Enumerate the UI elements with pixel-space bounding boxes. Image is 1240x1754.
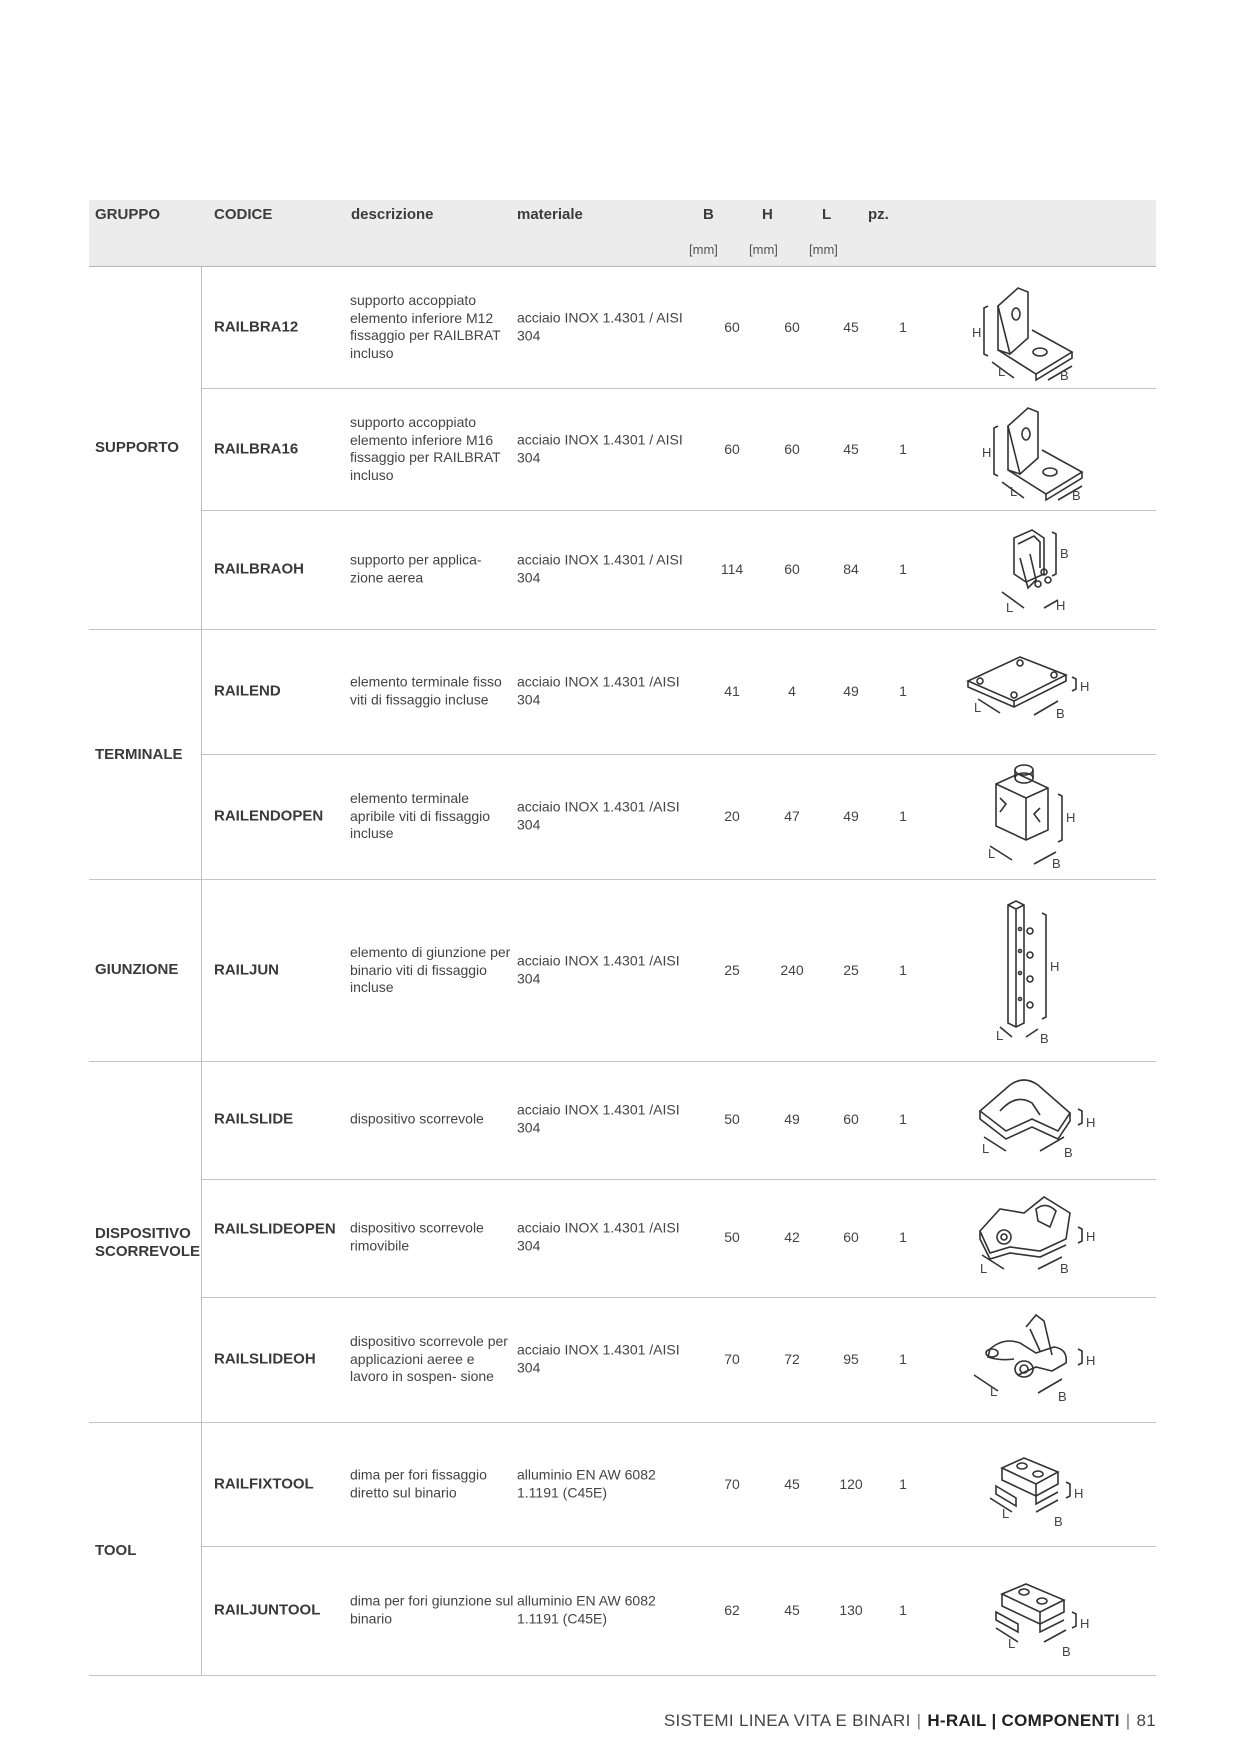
row-code: RAILSLIDEOH <box>214 1350 316 1368</box>
row-pz: 1 <box>899 962 907 978</box>
header-materiale: materiale <box>517 206 583 223</box>
row-h: 60 <box>784 561 800 577</box>
row-l: 130 <box>839 1602 863 1618</box>
unit-b: [mm] <box>689 242 718 257</box>
row-material: acciaio INOX 1.4301 /AISI 304 <box>517 1219 680 1253</box>
table-header <box>89 200 1156 267</box>
row-material: alluminio EN AW 6082 1.1191 (C45E) <box>517 1466 656 1500</box>
dim-b-label: B <box>1064 1145 1073 1160</box>
footer-series: SISTEMI LINEA VITA E BINARI <box>663 1711 911 1730</box>
dim-b-label: B <box>1060 546 1069 561</box>
junction-drawing <box>940 899 1120 1057</box>
row-material: acciaio INOX 1.4301 / AISI 304 <box>517 309 683 343</box>
row-description: dispositivo scorrevole rimovibile <box>350 1219 484 1253</box>
dim-h-label: H <box>1086 1115 1096 1130</box>
header-h: H <box>762 206 773 223</box>
row-pz: 1 <box>899 808 907 824</box>
table-row <box>202 1297 1156 1423</box>
unit-l: [mm] <box>809 242 838 257</box>
row-h: 45 <box>784 1602 800 1618</box>
unit-h: [mm] <box>749 242 778 257</box>
table-row <box>202 510 1156 630</box>
dim-h-label: H <box>982 445 992 460</box>
table-row <box>202 266 1156 389</box>
dim-b-label: B <box>1052 856 1061 871</box>
bracket-drawing <box>940 398 1120 503</box>
dim-l-label: L <box>1008 1636 1016 1651</box>
slide-drawing <box>940 1071 1120 1171</box>
row-b: 114 <box>720 561 744 577</box>
table-row <box>202 879 1156 1062</box>
dim-b-label: B <box>1060 1261 1069 1276</box>
row-h: 4 <box>788 683 796 699</box>
dim-h-label: H <box>1086 1229 1096 1244</box>
row-l: 84 <box>843 561 859 577</box>
dim-l-label: L <box>974 700 982 715</box>
dim-h-label: H <box>1074 1486 1084 1501</box>
row-code: RAILFIXTOOL <box>214 1475 314 1493</box>
table-row <box>202 1546 1156 1676</box>
row-h: 45 <box>784 1476 800 1492</box>
dim-l-label: L <box>998 364 1006 379</box>
row-b: 60 <box>724 319 740 335</box>
row-h: 72 <box>784 1351 800 1367</box>
dim-h-label: H <box>1086 1353 1096 1368</box>
row-code: RAILSLIDE <box>214 1110 294 1128</box>
row-l: 25 <box>843 962 859 978</box>
footer-separator: | <box>916 1711 922 1730</box>
row-code: RAILEND <box>214 682 281 700</box>
dim-h-label: H <box>1056 598 1066 613</box>
dim-h-label: H <box>1080 1616 1090 1631</box>
table-row <box>202 754 1156 880</box>
dim-b-label: B <box>1040 1031 1049 1046</box>
dim-l-label: L <box>988 846 996 861</box>
dim-l-label: L <box>982 1141 990 1156</box>
row-l: 95 <box>843 1351 859 1367</box>
dim-l-label: L <box>990 1384 998 1399</box>
row-material: alluminio EN AW 6082 1.1191 (C45E) <box>517 1592 656 1626</box>
row-l: 49 <box>843 808 859 824</box>
row-material: acciaio INOX 1.4301 /AISI 304 <box>517 952 680 986</box>
dim-b-label: B <box>1072 488 1081 503</box>
table-row <box>202 1422 1156 1547</box>
row-pz: 1 <box>899 683 907 699</box>
table-row <box>202 1179 1156 1298</box>
group-terminale: TERMINALE <box>95 746 183 763</box>
group-giunzione: GIUNZIONE <box>95 961 179 978</box>
row-pz: 1 <box>899 319 907 335</box>
row-b: 41 <box>724 683 740 699</box>
dim-l-label: L <box>1006 600 1014 615</box>
overhead-bracket-drawing <box>940 518 1120 623</box>
row-b: 50 <box>724 1229 740 1245</box>
row-h: 240 <box>780 962 804 978</box>
row-description: dispositivo scorrevole <box>350 1110 484 1127</box>
row-description: supporto accoppiato elemento inferiore M16 fissaggio per RAILBRAT incluso <box>350 414 501 483</box>
row-code: RAILJUNTOOL <box>214 1601 321 1619</box>
header-pz: pz. <box>868 206 889 223</box>
row-pz: 1 <box>899 1111 907 1127</box>
group-supporto: SUPPORTO <box>95 439 179 456</box>
page-footer <box>664 1711 1156 1731</box>
overhead-slide-drawing <box>940 1309 1120 1414</box>
row-material: acciaio INOX 1.4301 / AISI 304 <box>517 551 683 585</box>
row-description: elemento terminale apribile viti di fissaggio incluse <box>350 789 491 841</box>
row-l: 49 <box>843 683 859 699</box>
dim-h-label: H <box>1050 959 1060 974</box>
header-l: L <box>822 206 832 223</box>
row-code: RAILBRA16 <box>214 440 299 458</box>
table-row <box>202 629 1156 755</box>
header-descrizione: descrizione <box>351 206 434 223</box>
row-l: 60 <box>843 1229 859 1245</box>
row-description: dima per fori fissaggio diretto sul binario <box>350 1466 487 1500</box>
dim-h-label: H <box>1080 679 1090 694</box>
row-material: acciaio INOX 1.4301 /AISI 304 <box>517 1101 680 1135</box>
row-material: acciaio INOX 1.4301 / AISI 304 <box>517 431 683 465</box>
end-plate-drawing <box>940 641 1120 746</box>
row-l: 45 <box>843 441 859 457</box>
row-pz: 1 <box>899 1602 907 1618</box>
row-h: 42 <box>784 1229 800 1245</box>
removable-slide-drawing <box>940 1187 1120 1287</box>
dim-b-label: B <box>1054 1514 1063 1529</box>
dim-l-label: L <box>980 1261 988 1276</box>
dim-l-label: L <box>1010 484 1018 499</box>
row-description: elemento terminale fisso viti di fissaggio incluse <box>350 673 502 707</box>
row-code: RAILSLIDEOPEN <box>214 1220 336 1238</box>
row-b: 20 <box>724 808 740 824</box>
row-l: 60 <box>843 1111 859 1127</box>
row-pz: 1 <box>899 1351 907 1367</box>
dim-b-label: B <box>1060 368 1069 381</box>
dim-b-label: B <box>1062 1644 1071 1659</box>
row-h: 60 <box>784 441 800 457</box>
dim-b-label: B <box>1058 1389 1067 1404</box>
row-pz: 1 <box>899 561 907 577</box>
dim-h-label: H <box>1066 810 1076 825</box>
header-gruppo: GRUPPO <box>95 206 161 223</box>
row-b: 50 <box>724 1111 740 1127</box>
row-b: 70 <box>724 1476 740 1492</box>
footer-product: H-RAIL | COMPONENTI <box>927 1711 1120 1730</box>
row-pz: 1 <box>899 1229 907 1245</box>
dim-l-label: L <box>1002 1506 1010 1521</box>
row-l: 120 <box>839 1476 863 1492</box>
openable-end-drawing <box>940 764 1120 874</box>
row-l: 45 <box>843 319 859 335</box>
row-material: acciaio INOX 1.4301 /AISI 304 <box>517 673 680 707</box>
page-number: 81 <box>1136 1711 1156 1730</box>
row-pz: 1 <box>899 1476 907 1492</box>
row-description: dima per fori giunzione sul binario <box>350 1592 514 1626</box>
row-b: 62 <box>724 1602 740 1618</box>
junction-tool-drawing <box>940 1574 1120 1669</box>
row-h: 47 <box>784 808 800 824</box>
footer-separator: | <box>1125 1711 1131 1730</box>
row-b: 60 <box>724 441 740 457</box>
dim-b-label: B <box>1056 706 1065 721</box>
row-description: elemento di giunzione per binario viti di fissaggio incluse <box>350 943 511 995</box>
row-h: 60 <box>784 319 800 335</box>
row-description: supporto accoppiato elemento inferiore M12 fissaggio per RAILBRAT incluso <box>350 292 501 361</box>
row-b: 25 <box>724 962 740 978</box>
row-description: supporto per applica- zione aerea <box>350 551 482 585</box>
group-tool: TOOL <box>95 1542 137 1559</box>
row-pz: 1 <box>899 441 907 457</box>
dim-l-label: L <box>996 1028 1004 1043</box>
header-b: B <box>703 206 714 223</box>
row-h: 49 <box>784 1111 800 1127</box>
table-row <box>202 1061 1156 1180</box>
dim-h-label: H <box>972 325 982 340</box>
row-code: RAILBRAOH <box>214 560 304 578</box>
group-dispositivo-scorrevole: DISPOSITIVO SCORREVOLE <box>95 1225 201 1260</box>
row-code: RAILBRA12 <box>214 318 299 336</box>
row-description: dispositivo scorrevole per applicazioni aeree e lavoro in sospen- sione <box>350 1332 508 1384</box>
table-row <box>202 388 1156 511</box>
row-material: acciaio INOX 1.4301 /AISI 304 <box>517 1341 680 1375</box>
row-b: 70 <box>724 1351 740 1367</box>
row-code: RAILENDOPEN <box>214 807 324 825</box>
bracket-drawing <box>940 276 1120 381</box>
row-code: RAILJUN <box>214 961 280 979</box>
fix-tool-drawing <box>940 1448 1120 1538</box>
header-codice: CODICE <box>214 206 273 223</box>
row-material: acciaio INOX 1.4301 /AISI 304 <box>517 798 680 832</box>
